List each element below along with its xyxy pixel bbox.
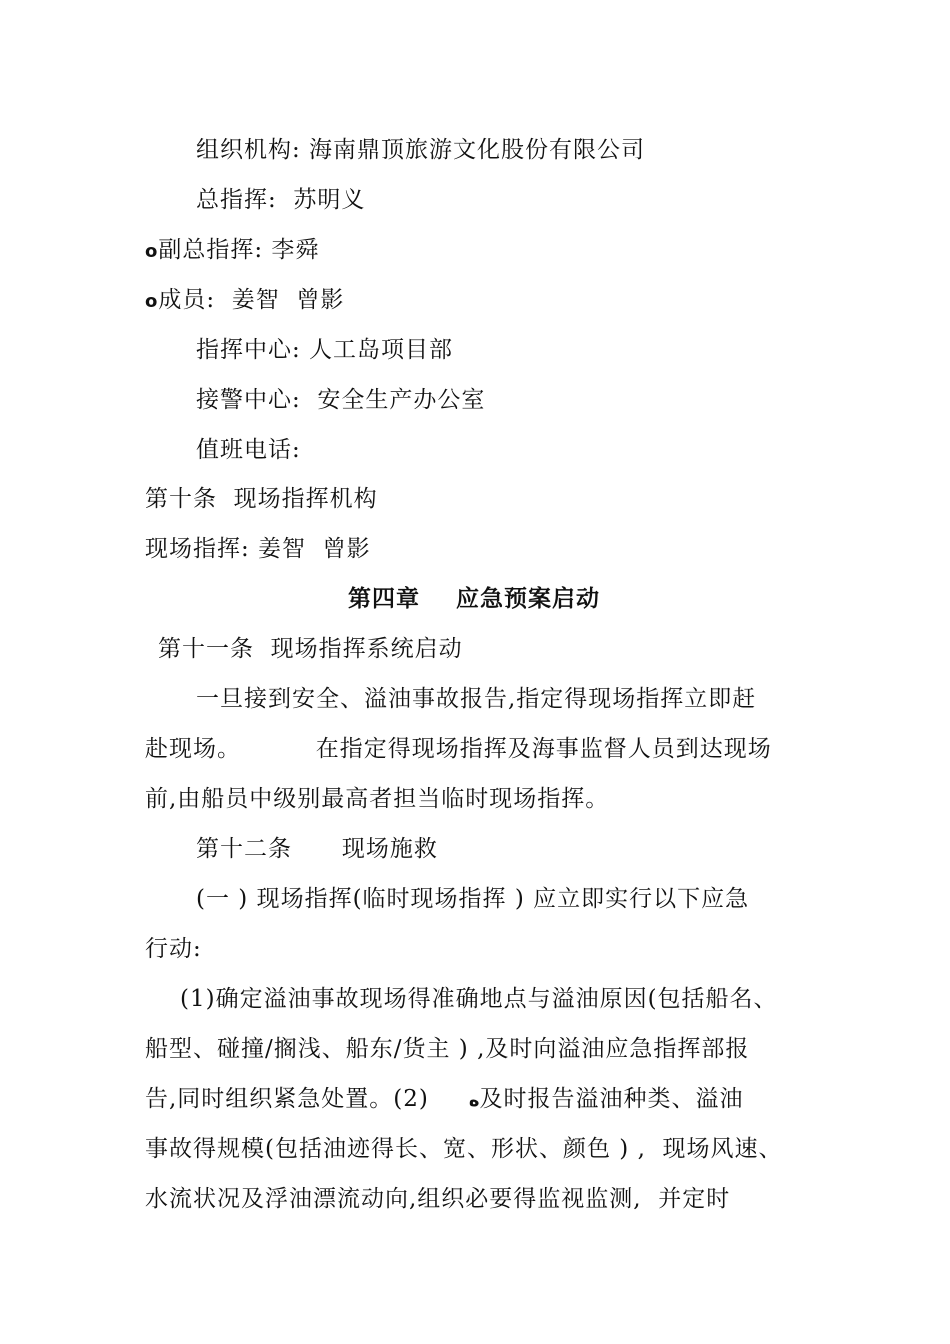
text-line-duty-phone: 值班电话: (196, 437, 301, 463)
article-12-title: 第十二条 现场施救 (196, 836, 438, 862)
text-line-members: ο成员: 姜智 曾影 (145, 287, 345, 313)
paragraph-line: 前,由船员中级别最高者担当临时现场指挥。 (145, 786, 610, 812)
paragraph-line: 水流状况及浮油漂流动向,组织必要得监视监测, 并定时 (145, 1186, 731, 1212)
paragraph-line: 告,同时组织紧急处置。(2) ه及时报告溢油种类、溢油 (145, 1086, 744, 1112)
text-line-site-commander: 现场指挥: 姜智 曾影 (145, 536, 371, 562)
stray-mark: ه (468, 1090, 480, 1111)
text-line-commander: 总指挥: 苏明义 (196, 187, 366, 213)
text-line-command-center: 指挥中心: 人工岛项目部 (196, 337, 454, 363)
text-line-alarm-center: 接警中心: 安全生产办公室 (196, 387, 486, 413)
article-10-title: 第十条 现场指挥机构 (145, 486, 378, 512)
paragraph-line: (1)确定溢油事故现场得准确地点与溢油原因(包括船名、 (180, 986, 778, 1012)
chapter-heading: 第四章 应急预案启动 (348, 586, 601, 612)
stray-mark: ο (145, 241, 159, 262)
text-line-deputy: ο副总指挥: 李舜 (145, 237, 320, 263)
paragraph-line: 赴现场。 在指定得现场指挥及海事监督人员到达现场 (145, 736, 772, 762)
paragraph-line: 行动: (145, 936, 202, 962)
paragraph-line: (一 ) 现场指挥(临时现场指挥 ) 应立即实行以下应急 (196, 886, 750, 912)
paragraph-line: 事故得规模(包括油迹得长、宽、形状、颜色 ) , 现场风速、 (145, 1136, 783, 1162)
text-line-org: 组织机构: 海南鼎顶旅游文化股份有限公司 (196, 137, 646, 163)
paragraph-line: 船型、碰撞/搁浅、船东/货主 ) ,及时向溢油应急指挥部报 (145, 1036, 750, 1062)
stray-mark: ο (145, 291, 159, 312)
article-11-title: 第十一条 现场指挥系统启动 (158, 636, 463, 662)
paragraph-line: 一旦接到安全、溢油事故报告,指定得现场指挥立即赶 (196, 686, 757, 712)
